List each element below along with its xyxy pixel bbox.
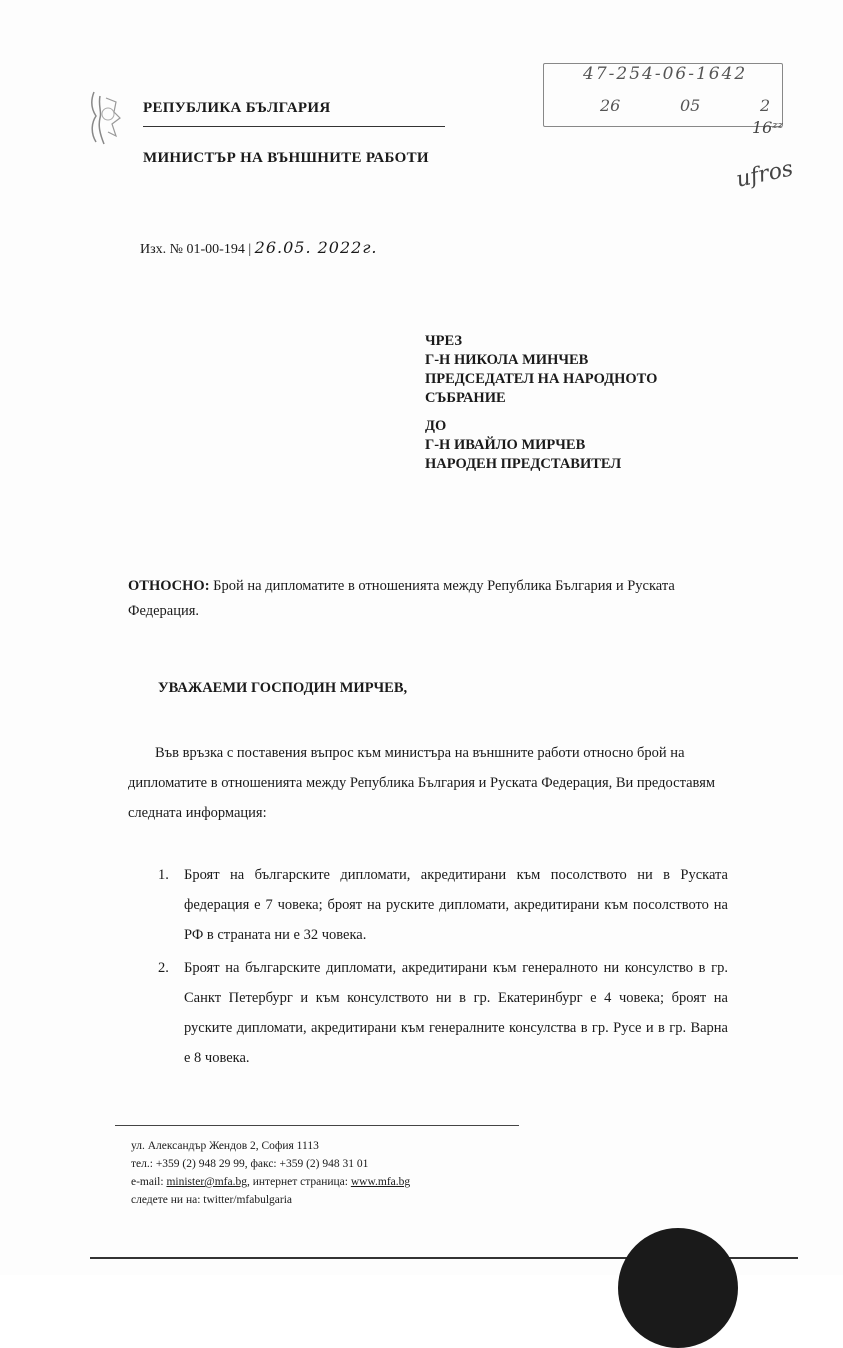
footer-web-link[interactable]: www.mfa.bg — [350, 1176, 411, 1188]
reference-number: Изх. № 01-00-194 — [140, 242, 245, 257]
stamp-day: 26 — [600, 96, 621, 115]
intro-paragraph — [128, 738, 728, 828]
footer-divider — [115, 1125, 519, 1126]
footer-email-label: e-mail: — [131, 1176, 167, 1188]
list-item — [128, 953, 728, 1073]
subject-label: ОТНОСНО: — [128, 578, 210, 594]
addressee-block — [425, 332, 657, 474]
list-item-number: 1. — [158, 867, 169, 883]
via-title-line1: ПРЕДСЕДАТЕЛ НА НАРОДНОТО — [425, 371, 658, 387]
header-divider — [143, 126, 445, 127]
to-label: ДО — [425, 418, 447, 434]
footer-email-web — [131, 1173, 410, 1191]
addressee-gap — [425, 408, 657, 417]
subject-text: Брой на дипломатите в отношенията между Република България и Руската Федерация. — [128, 578, 675, 619]
to-title: НАРОДЕН ПРЕДСТАВИТЕЛ — [425, 456, 622, 472]
salutation: УВАЖАЕМИ ГОСПОДИН МИРЧЕВ, — [158, 680, 408, 696]
stamp-reg-number: 47-254-06-1642 — [583, 64, 748, 84]
footer-web-label: , интернет страница: — [247, 1176, 351, 1188]
footer-phone: тел.: +359 (2) 948 29 99, факс: +359 (2) 948 31 01 — [131, 1158, 369, 1170]
stamp-month: 05 — [680, 96, 701, 115]
via-label: ЧРЕЗ — [425, 333, 463, 349]
footer-contacts — [131, 1137, 410, 1209]
outgoing-reference — [140, 238, 378, 258]
coat-of-arms-icon — [86, 88, 126, 148]
list-item-number: 2. — [158, 960, 169, 976]
info-list — [128, 860, 728, 1076]
header-office: МИНИСТЪР НА ВЪНШНИТЕ РАБОТИ — [143, 150, 429, 166]
footer-address: ул. Александър Жендов 2, София 1113 — [131, 1140, 319, 1152]
handwritten-signature: ufros — [734, 156, 796, 193]
footer-email-link[interactable]: minister@mfa.bg — [166, 1176, 247, 1188]
reference-separator: | — [248, 242, 255, 257]
list-item-text: Броят на българските дипломати, акредитирани към посолството ни в Руската федерация е 7 човека; броят на руските дипломати, акредитирани към посолството на РФ в страната ни е 32 човека. — [184, 867, 728, 943]
via-title-line2: СЪБРАНИЕ — [425, 390, 506, 406]
handwritten-time: 16ᶻᶻ — [752, 118, 783, 137]
via-name: Г-Н НИКОЛА МИНЧЕВ — [425, 352, 589, 368]
footer-follow: следете ни на: twitter/mfabulgaria — [131, 1194, 293, 1206]
overlay-circle-button[interactable] — [618, 1228, 738, 1348]
list-item-text: Броят на българските дипломати, акредитирани към генералното ни консулство в гр. Санкт Петербург и към консулството ни в гр. Екатеринбург е 4 човека; броят на руските дипломати, акредитирани към генералните консулства в гр. Русе и в гр. Варна е 8 човека. — [184, 960, 728, 1066]
reference-date: 26.05. 2022г. — [254, 238, 378, 257]
list-item — [128, 860, 728, 950]
to-name: Г-Н ИВАЙЛО МИРЧЕВ — [425, 437, 586, 453]
intro-text: Във връзка с поставения въпрос към министъра на външните работи относно брой на дипломатите в отношенията между Република България и Руската Федерация, Ви предоставям следната информация: — [128, 745, 716, 821]
stamp-year: 2 — [760, 96, 771, 115]
header-country: РЕПУБЛИКА БЪЛГАРИЯ — [143, 100, 331, 116]
subject-line — [128, 574, 728, 624]
